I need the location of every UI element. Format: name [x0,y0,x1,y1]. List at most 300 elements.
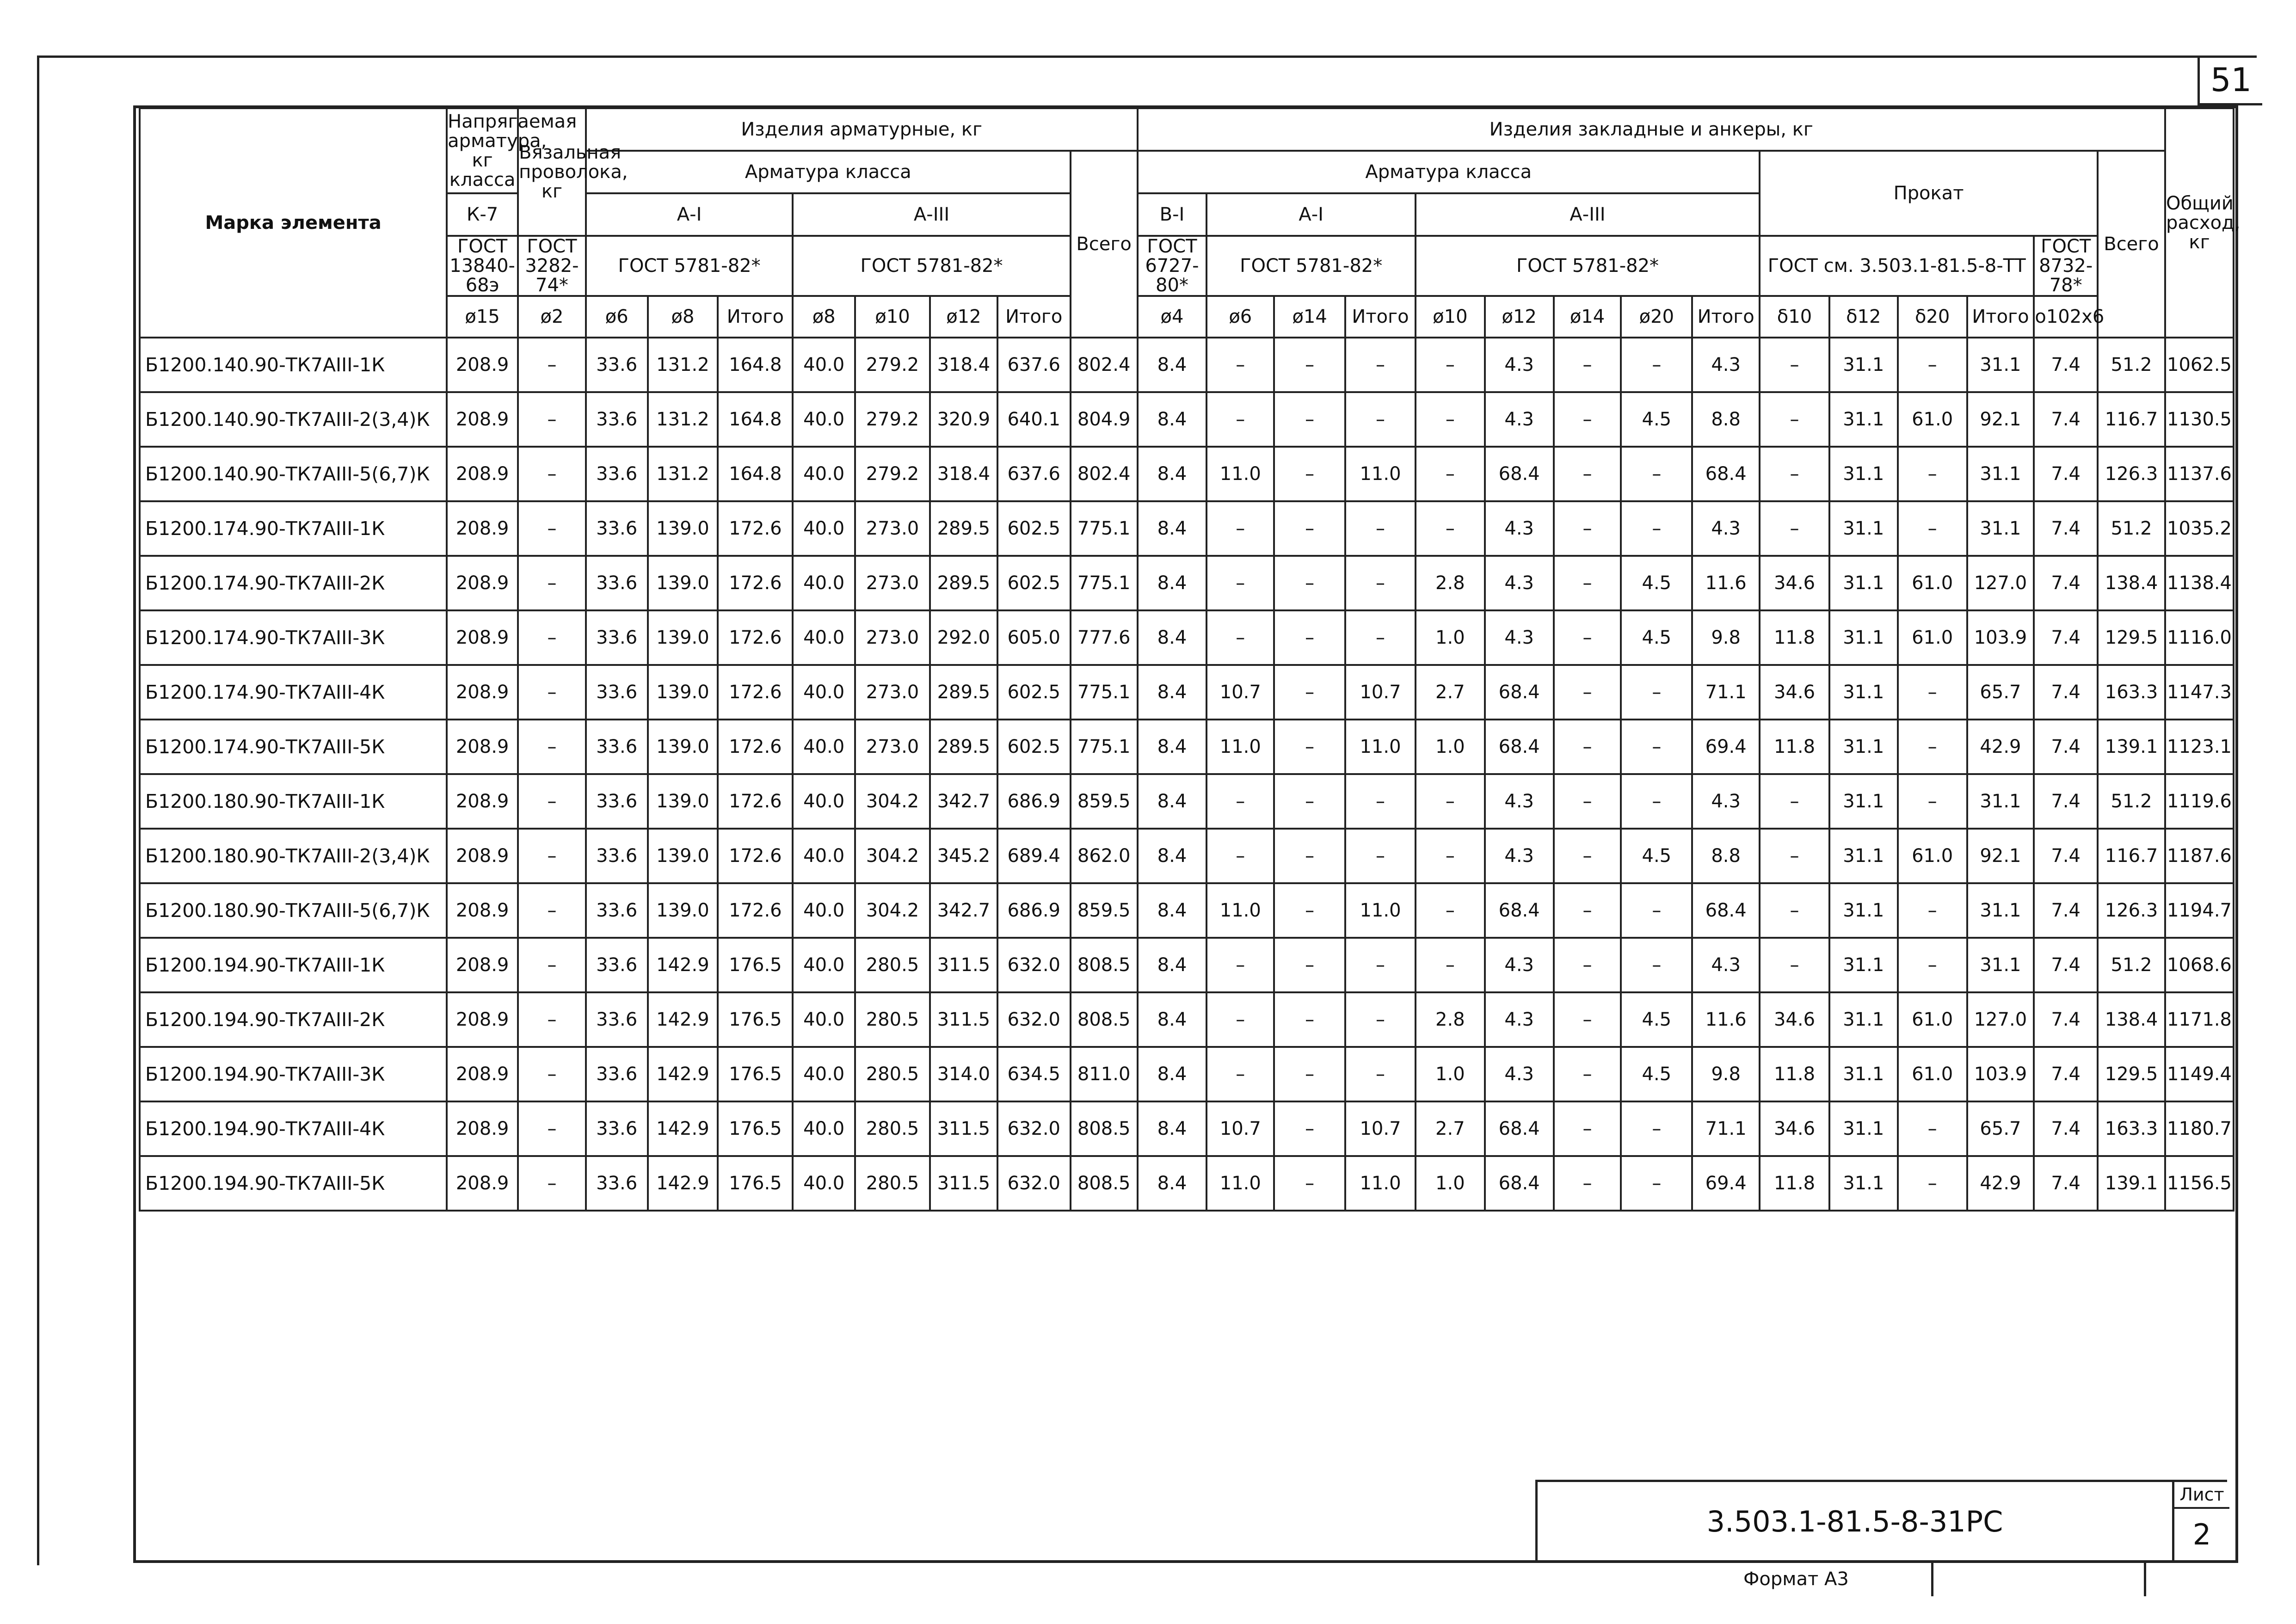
table-cell: 92.1 [1967,392,2034,447]
table-cell: 51.2 [2098,938,2165,992]
table-cell: 40.0 [793,1101,855,1156]
table-cell: 4.3 [1485,938,1554,992]
table-row [140,665,2234,720]
table-cell: 4.3 [1485,829,1554,883]
table-cell: 208.9 [447,392,518,447]
format-divider [2144,1563,2146,1596]
table-cell: 775.1 [1071,720,1138,774]
table-cell: 279.2 [855,338,930,392]
table-cell: 7.4 [2034,938,2098,992]
table-cell: 11.6 [1692,556,1760,610]
table-cell: – [1554,1047,1621,1101]
table-cell: 11.6 [1692,992,1760,1047]
table-cell: 31.1 [1967,774,2034,829]
table-cell: 1180.7 [2165,1101,2234,1156]
table-cell: 605.0 [997,610,1071,665]
table-cell: – [1760,938,1829,992]
table-cell: – [1760,829,1829,883]
table-row [140,992,2234,1047]
table-cell: 775.1 [1071,665,1138,720]
table-cell: – [518,610,586,665]
table-cell: 208.9 [447,1101,518,1156]
table-cell: 632.0 [997,938,1071,992]
table-cell: 802.4 [1071,447,1138,501]
table-cell: 318.4 [930,447,997,501]
table-cell: – [1345,938,1416,992]
table-cell: 4.5 [1621,392,1692,447]
table-row [140,774,2234,829]
table-cell: 8.4 [1138,992,1207,1047]
table-cell: 304.2 [855,829,930,883]
table-cell: – [1206,774,1274,829]
table-cell: – [1345,392,1416,447]
table-cell: 33.6 [586,447,648,501]
table-cell: 280.5 [855,1101,930,1156]
table-cell: 208.9 [447,720,518,774]
table-cell: 33.6 [586,1047,648,1101]
header-total-armature: Всего [1071,151,1138,338]
table-cell: 164.8 [718,447,793,501]
empty-area [140,1211,2234,1212]
table-cell: 4.5 [1621,556,1692,610]
table-cell: 116.7 [2098,392,2165,447]
table-cell: 51.2 [2098,774,2165,829]
table-cell: 33.6 [586,610,648,665]
table-cell: 34.6 [1760,992,1829,1047]
table-cell: 31.1 [1967,338,2034,392]
table-cell: 40.0 [793,883,855,938]
table-row [140,829,2234,883]
table-cell: 8.4 [1138,1156,1207,1211]
table-cell: – [1274,774,1345,829]
row-mark: Б1200.174.90-ТК7АIII-3К [140,610,447,665]
table-cell: 31.1 [1829,720,1898,774]
table-cell: 342.7 [930,883,997,938]
table-cell: 139.0 [648,665,718,720]
table-cell: – [1206,610,1274,665]
header-embedded-a1: А-I [1206,193,1416,236]
table-cell: – [1274,338,1345,392]
table-cell: 40.0 [793,610,855,665]
table-cell: 289.5 [930,501,997,556]
table-cell: 142.9 [648,1156,718,1211]
table-cell: – [1274,501,1345,556]
table-cell: 7.4 [2034,1156,2098,1211]
table-cell: 69.4 [1692,720,1760,774]
table-cell: – [1554,829,1621,883]
table-cell: 311.5 [930,1156,997,1211]
table-cell: 11.0 [1345,1156,1416,1211]
table-cell: – [518,447,586,501]
table-cell: 208.9 [447,1156,518,1211]
table-cell: – [1554,447,1621,501]
table-cell: 1149.4 [2165,1047,2234,1101]
table-cell: 289.5 [930,556,997,610]
table-cell: 8.4 [1138,338,1207,392]
table-cell: 127.0 [1967,992,2034,1047]
header-size: ø6 [586,296,648,338]
header-embedded-products: Изделия закладные и анкеры, кг [1138,108,2165,151]
table-cell: 31.1 [1829,829,1898,883]
row-mark: Б1200.194.90-ТК7АIII-2К [140,992,447,1047]
table-cell: – [1621,338,1692,392]
table-cell: 1068.6 [2165,938,2234,992]
row-mark: Б1200.194.90-ТК7АIII-5К [140,1156,447,1211]
table-cell: 31.1 [1829,610,1898,665]
table-cell: 1123.1 [2165,720,2234,774]
table-cell: – [1554,992,1621,1047]
table-cell: – [1274,938,1345,992]
table-cell: 126.3 [2098,883,2165,938]
table-cell: 304.2 [855,883,930,938]
table-cell: 311.5 [930,1101,997,1156]
table-cell: 172.6 [718,501,793,556]
table-cell: 292.0 [930,610,997,665]
table-cell: 1137.6 [2165,447,2234,501]
table-cell: – [1274,992,1345,1047]
table-cell: 7.4 [2034,774,2098,829]
header-size: ø6 [1206,296,1274,338]
row-mark: Б1200.180.90-ТК7АIII-5(6,7)К [140,883,447,938]
header-size: ø10 [1416,296,1485,338]
header-armature-class: Арматура класса [586,151,1071,193]
table-cell: 40.0 [793,1047,855,1101]
table-cell: 68.4 [1692,447,1760,501]
table-cell: 8.4 [1138,610,1207,665]
header-size: ø8 [793,296,855,338]
table-cell: 61.0 [1898,392,1967,447]
table-cell: – [1274,447,1345,501]
table-cell: 311.5 [930,938,997,992]
table-cell: 10.7 [1345,1101,1416,1156]
table-cell: 279.2 [855,447,930,501]
table-cell: 4.3 [1485,610,1554,665]
table-cell: 31.1 [1829,992,1898,1047]
table-cell: 1.0 [1416,720,1485,774]
table-cell: – [1416,501,1485,556]
table-cell: 11.8 [1760,1047,1829,1101]
table-row [140,556,2234,610]
table-cell: 7.4 [2034,447,2098,501]
table-cell: 7.4 [2034,883,2098,938]
table-cell: 71.1 [1692,665,1760,720]
table-cell: – [1554,338,1621,392]
table-cell: 280.5 [855,938,930,992]
table-cell: 68.4 [1485,447,1554,501]
table-cell: 775.1 [1071,501,1138,556]
table-cell: – [1898,720,1967,774]
table-cell: 142.9 [648,938,718,992]
table-cell: 640.1 [997,392,1071,447]
table-cell: 176.5 [718,938,793,992]
table-cell: – [1274,392,1345,447]
row-mark: Б1200.174.90-ТК7АIII-5К [140,720,447,774]
header-gost-k7: ГОСТ 13840-68э [447,236,518,296]
table-row [140,720,2234,774]
table-cell: 92.1 [1967,829,2034,883]
table-cell: 280.5 [855,992,930,1047]
table-cell: 289.5 [930,720,997,774]
table-cell: 208.9 [447,938,518,992]
table-cell: 40.0 [793,447,855,501]
table-cell: 811.0 [1071,1047,1138,1101]
table-row [140,447,2234,501]
table-cell: 69.4 [1692,1156,1760,1211]
table-cell: 4.3 [1692,938,1760,992]
table-cell: – [1345,338,1416,392]
table-cell: – [1345,992,1416,1047]
table-cell: 686.9 [997,774,1071,829]
table-cell: – [1274,1156,1345,1211]
table-cell: 116.7 [2098,829,2165,883]
table-cell: 4.5 [1621,992,1692,1047]
table-cell: – [518,392,586,447]
table-cell: 40.0 [793,992,855,1047]
table-cell: 7.4 [2034,556,2098,610]
table-cell: 40.0 [793,338,855,392]
table-cell: 208.9 [447,338,518,392]
table-cell: 31.1 [1829,1047,1898,1101]
table-cell: 33.6 [586,665,648,720]
table-cell: 139.0 [648,556,718,610]
table-cell: 10.7 [1206,1101,1274,1156]
header-a3: А-III [793,193,1070,236]
table-cell: 8.4 [1138,501,1207,556]
table-cell: – [1274,720,1345,774]
table-cell: – [1274,556,1345,610]
table-cell: – [518,556,586,610]
table-cell: 11.0 [1345,447,1416,501]
table-cell: – [1621,720,1692,774]
table-cell: 602.5 [997,720,1071,774]
table-cell: 2.7 [1416,1101,1485,1156]
table-cell: 1119.6 [2165,774,2234,829]
table-cell: 7.4 [2034,501,2098,556]
header-size: δ12 [1829,296,1898,338]
table-cell: 289.5 [930,665,997,720]
table-cell: 4.3 [1485,1047,1554,1101]
table-cell: 40.0 [793,1156,855,1211]
table-cell: – [518,338,586,392]
table-cell: 68.4 [1692,883,1760,938]
table-cell: 142.9 [648,1047,718,1101]
table-cell: 9.8 [1692,610,1760,665]
table-cell: 4.3 [1485,392,1554,447]
sheet-number: 2 [2192,1518,2211,1551]
table-cell: – [1345,556,1416,610]
table-cell: 33.6 [586,338,648,392]
table-cell: 1138.4 [2165,556,2234,610]
table-cell: 31.1 [1829,501,1898,556]
table-cell: 42.9 [1967,720,2034,774]
table-cell: – [1554,1101,1621,1156]
table-cell: 804.9 [1071,392,1138,447]
table-cell: – [1760,774,1829,829]
table-cell: – [1898,938,1967,992]
table-cell: – [1898,1101,1967,1156]
table-cell: – [1206,556,1274,610]
table-cell: 632.0 [997,1156,1071,1211]
table-cell: 61.0 [1898,610,1967,665]
table-cell: – [1554,610,1621,665]
table-cell: 689.4 [997,829,1071,883]
table-cell: – [518,883,586,938]
header-size: δ20 [1898,296,1967,338]
table-cell: 1147.3 [2165,665,2234,720]
table-cell: 33.6 [586,556,648,610]
table-cell: – [1554,774,1621,829]
header-size: Итого [1692,296,1760,338]
table-cell: 1116.0 [2165,610,2234,665]
table-cell: 1.0 [1416,1047,1485,1101]
table-cell: 632.0 [997,1101,1071,1156]
header-rolled: Прокат [1760,151,2098,236]
table-cell: 71.1 [1692,1101,1760,1156]
row-mark: Б1200.194.90-ТК7АIII-3К [140,1047,447,1101]
table-cell: – [1621,447,1692,501]
table-cell: – [1416,883,1485,938]
table-cell: 31.1 [1829,338,1898,392]
table-cell: 4.3 [1485,338,1554,392]
table-cell: – [1621,665,1692,720]
table-cell: – [518,829,586,883]
header-gost-rolled: ГОСТ см. 3.503.1-81.5-8-ТТ [1760,236,2034,296]
table-cell: 139.0 [648,829,718,883]
table-cell: 164.8 [718,338,793,392]
table-cell: 342.7 [930,774,997,829]
table-cell: – [518,501,586,556]
header-embedded-armature-class: Арматура класса [1138,151,1760,193]
table-cell: 808.5 [1071,938,1138,992]
table-cell: 51.2 [2098,338,2165,392]
format-divider [1931,1563,1933,1596]
table-row [140,501,2234,556]
table-cell: 103.9 [1967,610,2034,665]
table-cell: – [1206,992,1274,1047]
table-cell: – [1206,392,1274,447]
table-cell: 51.2 [2098,501,2165,556]
table-cell: 8.4 [1138,447,1207,501]
table-cell: 602.5 [997,501,1071,556]
table-cell: – [1274,1047,1345,1101]
table-cell: 4.3 [1692,501,1760,556]
header-k7: К-7 [447,193,518,236]
table-cell: 33.6 [586,829,648,883]
table-cell: 138.4 [2098,992,2165,1047]
table-cell: 131.2 [648,338,718,392]
table-cell: – [1554,938,1621,992]
table-cell: 311.5 [930,992,997,1047]
table-cell: – [518,665,586,720]
table-cell: 68.4 [1485,720,1554,774]
table-cell: 7.4 [2034,610,2098,665]
table-row [140,883,2234,938]
row-mark: Б1200.194.90-ТК7АIII-4К [140,1101,447,1156]
table-cell: 808.5 [1071,992,1138,1047]
header-size: δ10 [1760,296,1829,338]
table-cell: 775.1 [1071,556,1138,610]
table-cell: – [1416,338,1485,392]
table-cell: 33.6 [586,883,648,938]
table-row [140,1101,2234,1156]
table-cell: 8.4 [1138,883,1207,938]
table-cell: 68.4 [1485,1156,1554,1211]
table-cell: 11.0 [1345,883,1416,938]
table-cell: 131.2 [648,447,718,501]
table-cell: – [1554,665,1621,720]
table-cell: – [518,1047,586,1101]
table-cell: 31.1 [1829,392,1898,447]
table-cell: 61.0 [1898,556,1967,610]
table-cell: 208.9 [447,774,518,829]
table-cell: 11.0 [1345,720,1416,774]
header-gost-wire: ГОСТ 3282-74* [518,236,586,296]
row-mark: Б1200.194.90-ТК7АIII-1К [140,938,447,992]
table-cell: 8.4 [1138,392,1207,447]
row-mark: Б1200.140.90-ТК7АIII-5(6,7)К [140,447,447,501]
header-total-embedded: Всего [2098,151,2165,338]
table-cell: – [1760,501,1829,556]
table-cell: 139.0 [648,774,718,829]
table-cell: 4.3 [1485,774,1554,829]
table-cell: 172.6 [718,610,793,665]
table-cell: 139.1 [2098,1156,2165,1211]
table-cell: 4.5 [1621,1047,1692,1101]
table-cell: 33.6 [586,992,648,1047]
row-mark: Б1200.174.90-ТК7АIII-1К [140,501,447,556]
table-cell: 602.5 [997,556,1071,610]
header-armature-products: Изделия арматурные, кг [586,108,1138,151]
table-cell: 637.6 [997,338,1071,392]
table-cell: 320.9 [930,392,997,447]
format-label: Формат А3 [1743,1569,1849,1590]
table-cell: – [1621,501,1692,556]
header-mark: Марка элемента [140,108,447,338]
row-mark: Б1200.180.90-ТК7АIII-2(3,4)К [140,829,447,883]
table-cell: – [1898,338,1967,392]
page-number: 51 [2198,56,2262,105]
table-cell: – [1274,883,1345,938]
table-cell: 8.4 [1138,1101,1207,1156]
table-cell: 4.3 [1485,556,1554,610]
table-cell: – [1621,938,1692,992]
table-cell: 208.9 [447,665,518,720]
table-cell: – [518,1101,586,1156]
row-mark: Б1200.140.90-ТК7АIII-1К [140,338,447,392]
table-cell: 7.4 [2034,665,2098,720]
table-cell: 11.8 [1760,610,1829,665]
header-grand-total: Общий расход, кг [2165,108,2234,338]
table-cell: 34.6 [1760,556,1829,610]
table-cell: – [1416,774,1485,829]
table-cell: 208.9 [447,447,518,501]
table-cell: 176.5 [718,1101,793,1156]
table-cell: 33.6 [586,938,648,992]
header-embedded-a3: А-III [1416,193,1760,236]
header-size: ø12 [1485,296,1554,338]
table-cell: 33.6 [586,720,648,774]
table-cell: 11.8 [1760,720,1829,774]
table-cell: 139.0 [648,501,718,556]
table-cell: 7.4 [2034,829,2098,883]
row-mark: Б1200.174.90-ТК7АIII-2К [140,556,447,610]
table-cell: – [518,1156,586,1211]
table-cell: 31.1 [1829,665,1898,720]
table-cell: 163.3 [2098,665,2165,720]
table-cell: 7.4 [2034,392,2098,447]
table-cell: 31.1 [1829,1101,1898,1156]
table-cell: 31.1 [1967,938,2034,992]
